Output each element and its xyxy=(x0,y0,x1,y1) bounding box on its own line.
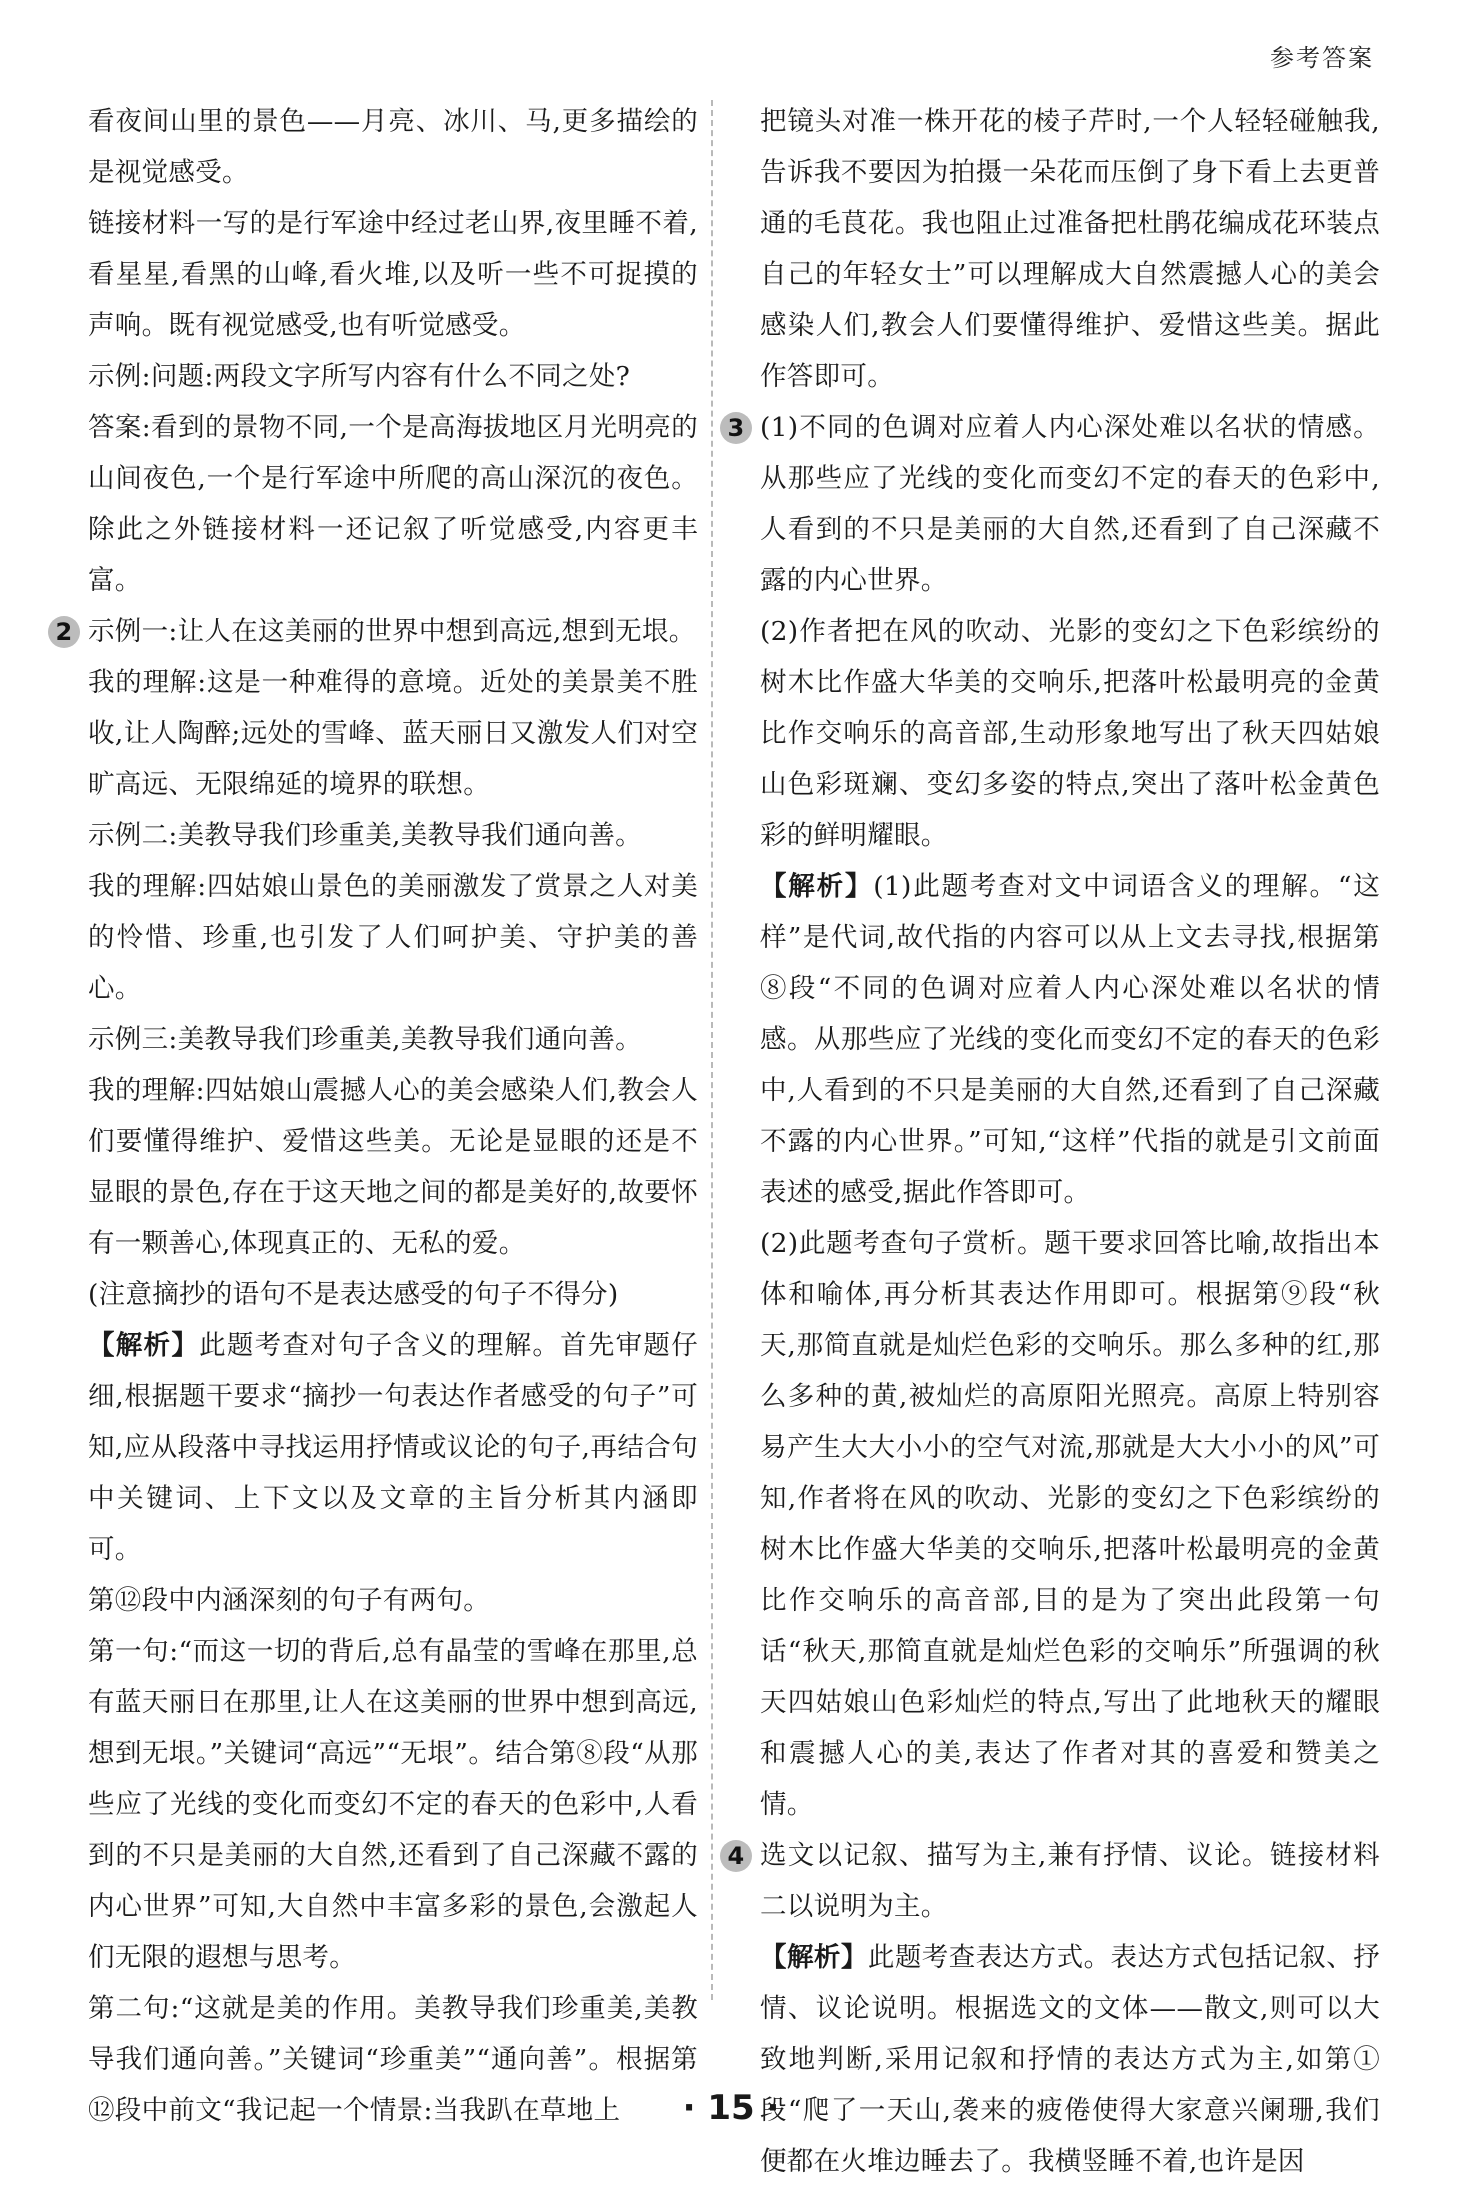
paragraph: 第⑫段中内涵深刻的句子有两句。 xyxy=(88,1585,490,1616)
page-header-title: 参考答案 xyxy=(1270,44,1374,72)
question-number-badge: 3 xyxy=(720,412,752,444)
paragraph: 答案:看到的景物不同,一个是高海拔地区月光明亮的山间夜色,一个是行军途中所爬的高山深沉的夜色。除此之外链接材料一还记叙了听觉感受,内容更丰富。 xyxy=(88,412,698,596)
paragraph: 我的理解:四姑娘山景色的美丽激发了赏景之人对美的怜惜、珍重,也引发了人们呵护美、守护美的善心。 xyxy=(88,871,698,1004)
question-2-answer xyxy=(55,606,698,657)
paragraph-text: 选文以记叙、描写为主,兼有抒情、议论。链接材料二以说明为主。 xyxy=(760,1840,1380,1922)
question-3-answer xyxy=(727,402,1380,606)
question-number-badge: 2 xyxy=(48,616,80,648)
analysis-tag: 【解析】 xyxy=(88,1330,200,1361)
paragraph: (2)作者把在风的吹动、光影的变幻之下色彩缤纷的树木比作盛大华美的交响乐,把落叶松最明亮的金黄比作交响乐的高音部,生动形象地写出了秋天四姑娘山色彩斑斓、变幻多姿的特点,突出了落叶松金黄色彩的鲜明耀眼。 xyxy=(760,616,1380,851)
paragraph-text: (1)不同的色调对应着人内心深处难以名状的情感。从那些应了光线的变化而变幻不定的春天的色彩中,人看到的不只是美丽的大自然,还看到了自己深藏不露的内心世界。 xyxy=(760,412,1380,596)
analysis-tag: 【解析】 xyxy=(760,1942,868,1973)
paragraph: 我的理解:四姑娘山震撼人心的美会感染人们,教会人们要懂得维护、爱惜这些美。无论是显眼的还是不显眼的景色,存在于这天地之间的都是美好的,故要怀有一颗善心,体现真正的、无私的爱。 xyxy=(88,1075,698,1259)
paragraph: (2)此题考查句子赏析。题干要求回答比喻,故指出本体和喻体,再分析其表达作用即可。根据第⑨段“秋天,那简直就是灿烂色彩的交响乐。那么多种的红,那么多种的黄,被灿烂的高原阳光照亮。高原上特别容易产生大大小小的空气对流,那就是大大小小的风”可知,作者将在风的吹动、光影的变幻之下色彩缤纷的树木比作盛大华美的交响乐,把落叶松最明亮的金黄比作交响乐的高音部,目的是为了突出此段第一句话“秋天,那简直就是灿烂色彩的交响乐”所强调的秋天四姑娘山色彩灿烂的特点,写出了此地秋天的耀眼和震撼人心的美,表达了作者对其的喜爱和赞美之情。 xyxy=(760,1228,1380,1820)
paragraph: 示例二:美教导我们珍重美,美教导我们通向善。 xyxy=(88,820,642,851)
paragraph: 把镜头对准一株开花的棱子芹时,一个人轻轻碰触我,告诉我不要因为拍摄一朵花而压倒了身下看上去更普通的毛茛花。我也阻止过准备把杜鹃花编成花环装点自己的年轻女士”可以理解成大自然震撼人心的美会感染人们,教会人们要懂得维护、爱惜这些美。据此作答即可。 xyxy=(760,106,1380,392)
analysis-paragraph xyxy=(760,861,1380,1218)
analysis-paragraph xyxy=(760,1932,1380,2187)
question-4-answer xyxy=(727,1830,1380,1932)
paragraph-text: 示例一:让人在这美丽的世界中想到高远,想到无垠。 xyxy=(88,616,696,647)
paragraph: 看夜间山里的景色——月亮、冰川、马,更多描绘的是视觉感受。 xyxy=(88,106,698,188)
left-column xyxy=(55,96,698,2136)
paragraph: 示例:问题:两段文字所写内容有什么不同之处? xyxy=(88,361,631,392)
question-number-badge: 4 xyxy=(720,1840,752,1872)
analysis-paragraph xyxy=(88,1320,698,1575)
page-number: · 15 · xyxy=(682,2088,780,2128)
paragraph-text: 此题考查表达方式。表达方式包括记叙、抒情、议论说明。根据选文的文体——散文,则可以大致地判断,采用记叙和抒情的表达方式为主,如第①段“爬了一天山,袭来的疲倦使得大家意兴阑珊,我们便都在火堆边睡去了。我横竖睡不着,也许是因 xyxy=(760,1942,1380,2177)
paragraph: 示例三:美教导我们珍重美,美教导我们通向善。 xyxy=(88,1024,642,1055)
paragraph: 链接材料一写的是行军途中经过老山界,夜里睡不着,看星星,看黑的山峰,看火堆,以及听一些不可捉摸的声响。既有视觉感受,也有听觉感受。 xyxy=(88,208,698,341)
paragraph: 第二句:“这就是美的作用。美教导我们珍重美,美教导我们通向善。”关键词“珍重美”“通向善”。根据第⑫段中前文“我记起一个情景:当我趴在草地上 xyxy=(88,1993,698,2126)
paragraph-note: (注意摘抄的语句不是表达感受的句子不得分) xyxy=(88,1279,619,1310)
analysis-tag: 【解析】 xyxy=(760,871,874,902)
paragraph-text: (1)此题考查对文中词语含义的理解。“这样”是代词,故代指的内容可以从上文去寻找,根据第⑧段“不同的色调对应着人内心深处难以名状的情感。从那些应了光线的变化而变幻不定的春天的色彩中,人看到的不只是美丽的大自然,还看到了自己深藏不露的内心世界。”可知,“这样”代指的就是引文前面表述的感受,据此作答即可。 xyxy=(760,871,1380,1208)
paragraph: 我的理解:这是一种难得的意境。近处的美景美不胜收,让人陶醉;远处的雪峰、蓝天丽日又激发人们对空旷高远、无限绵延的境界的联想。 xyxy=(88,667,698,800)
column-divider xyxy=(711,100,713,2000)
paragraph-text: 此题考查对句子含义的理解。首先审题仔细,根据题干要求“摘抄一句表达作者感受的句子”可知,应从段落中寻找运用抒情或议论的句子,再结合句中关键词、上下文以及文章的主旨分析其内涵即可。 xyxy=(88,1330,698,1565)
paragraph: 第一句:“而这一切的背后,总有晶莹的雪峰在那里,总有蓝天丽日在那里,让人在这美丽的世界中想到高远,想到无垠。”关键词“高远”“无垠”。结合第⑧段“从那些应了光线的变化而变幻不定的春天的色彩中,人看到的不只是美丽的大自然,还看到了自己深藏不露的内心世界”可知,大自然中丰富多彩的景色,会激起人们无限的遐想与思考。 xyxy=(88,1636,698,1973)
